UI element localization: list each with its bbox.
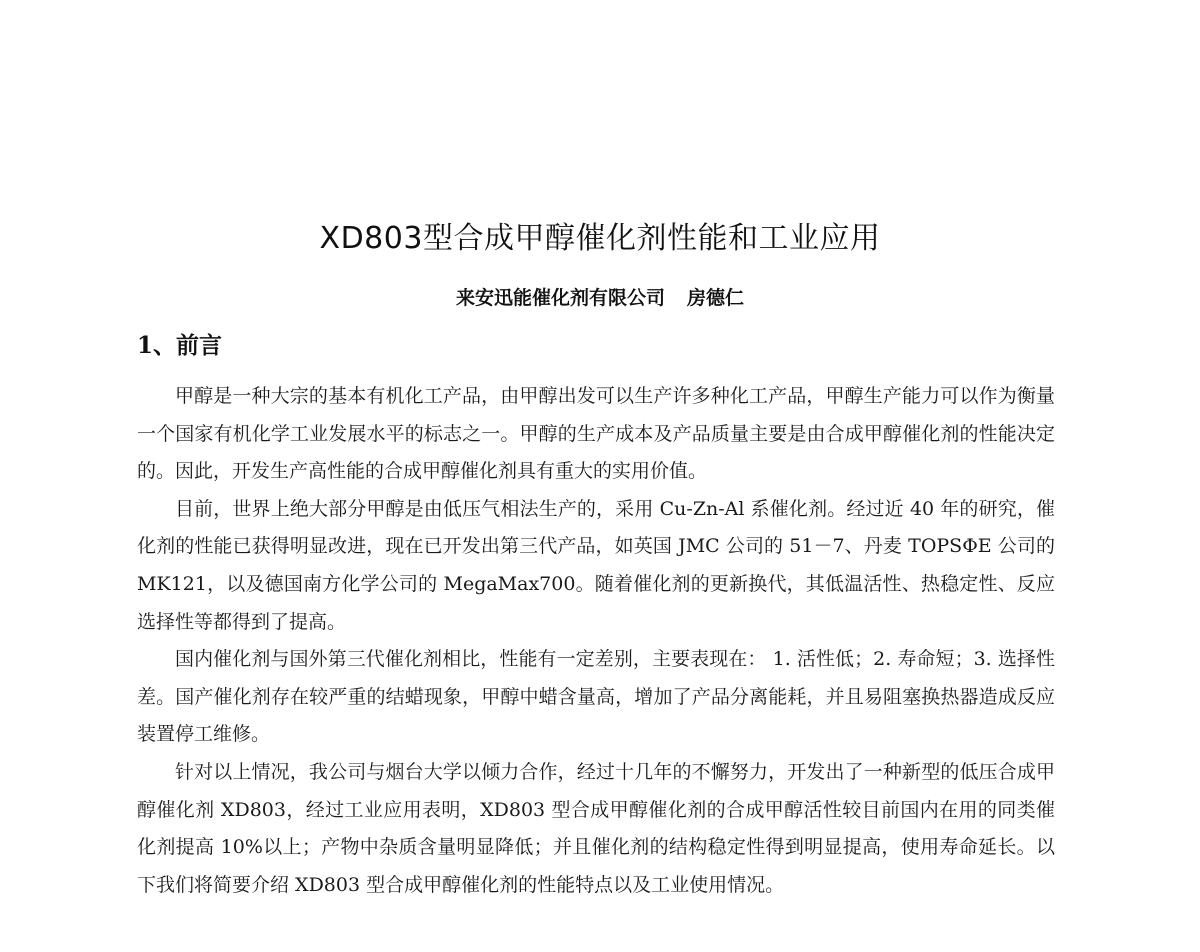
body-text [137, 378, 1055, 904]
document-title: XD803型合成甲醇催化剂性能和工业应用 [319, 221, 881, 256]
byline [0, 283, 1200, 310]
section-heading: 1、前言 [137, 332, 223, 359]
paragraph: 针对以上情况，我公司与烟台大学以倾力合作，经过十几年的不懈努力，开发出了一种新型的低压合成甲醇催化剂 XD803，经过工业应用表明，XD803 型合成甲醇催化剂的合成甲醇活性较目前国内在用的同类催化剂提高 10%以上；产物中杂质含量明显降低；并且催化剂的结构稳定性得到明显提高，使用寿命延长。以下我们将简要介绍 XD803 型合成甲醇催化剂的性能特点以及工业使用情况。 [137, 760, 1055, 896]
author-name: 房德仁 [687, 287, 745, 309]
paragraph: 目前，世界上绝大部分甲醇是由低压气相法生产的，采用 Cu-Zn-Al 系催化剂。经过近 40 年的研究，催化剂的性能已获得明显改进，现在已开发出第三代产品，如英国 JMC 公司的 51－7、丹麦 TOPSΦE 公司的 MK121，以及德国南方化学公司的 MegaMax700。随着催化剂的更新换代，其低温活性、热稳定性、反应选择性等都得到了提高。 [137, 497, 1055, 633]
paragraph: 国内催化剂与国外第三代催化剂相比，性能有一定差别，主要表现在： 1. 活性低；2. 寿命短；3. 选择性差。国产催化剂存在较严重的结蜡现象，甲醇中蜡含量高，增加了产品分离能耗，并且易阻塞换热器造成反应装置停工维修。 [137, 648, 1055, 746]
organization-name: 来安迅能催化剂有限公司 [455, 287, 665, 309]
paragraph: 甲醇是一种大宗的基本有机化工产品，由甲醇出发可以生产许多种化工产品，甲醇生产能力可以作为衡量一个国家有机化学工业发展水平的标志之一。甲醇的生产成本及产品质量主要是由合成甲醇催化剂的性能决定的。因此，开发生产高性能的合成甲醇催化剂具有重大的实用价值。 [137, 385, 1055, 483]
